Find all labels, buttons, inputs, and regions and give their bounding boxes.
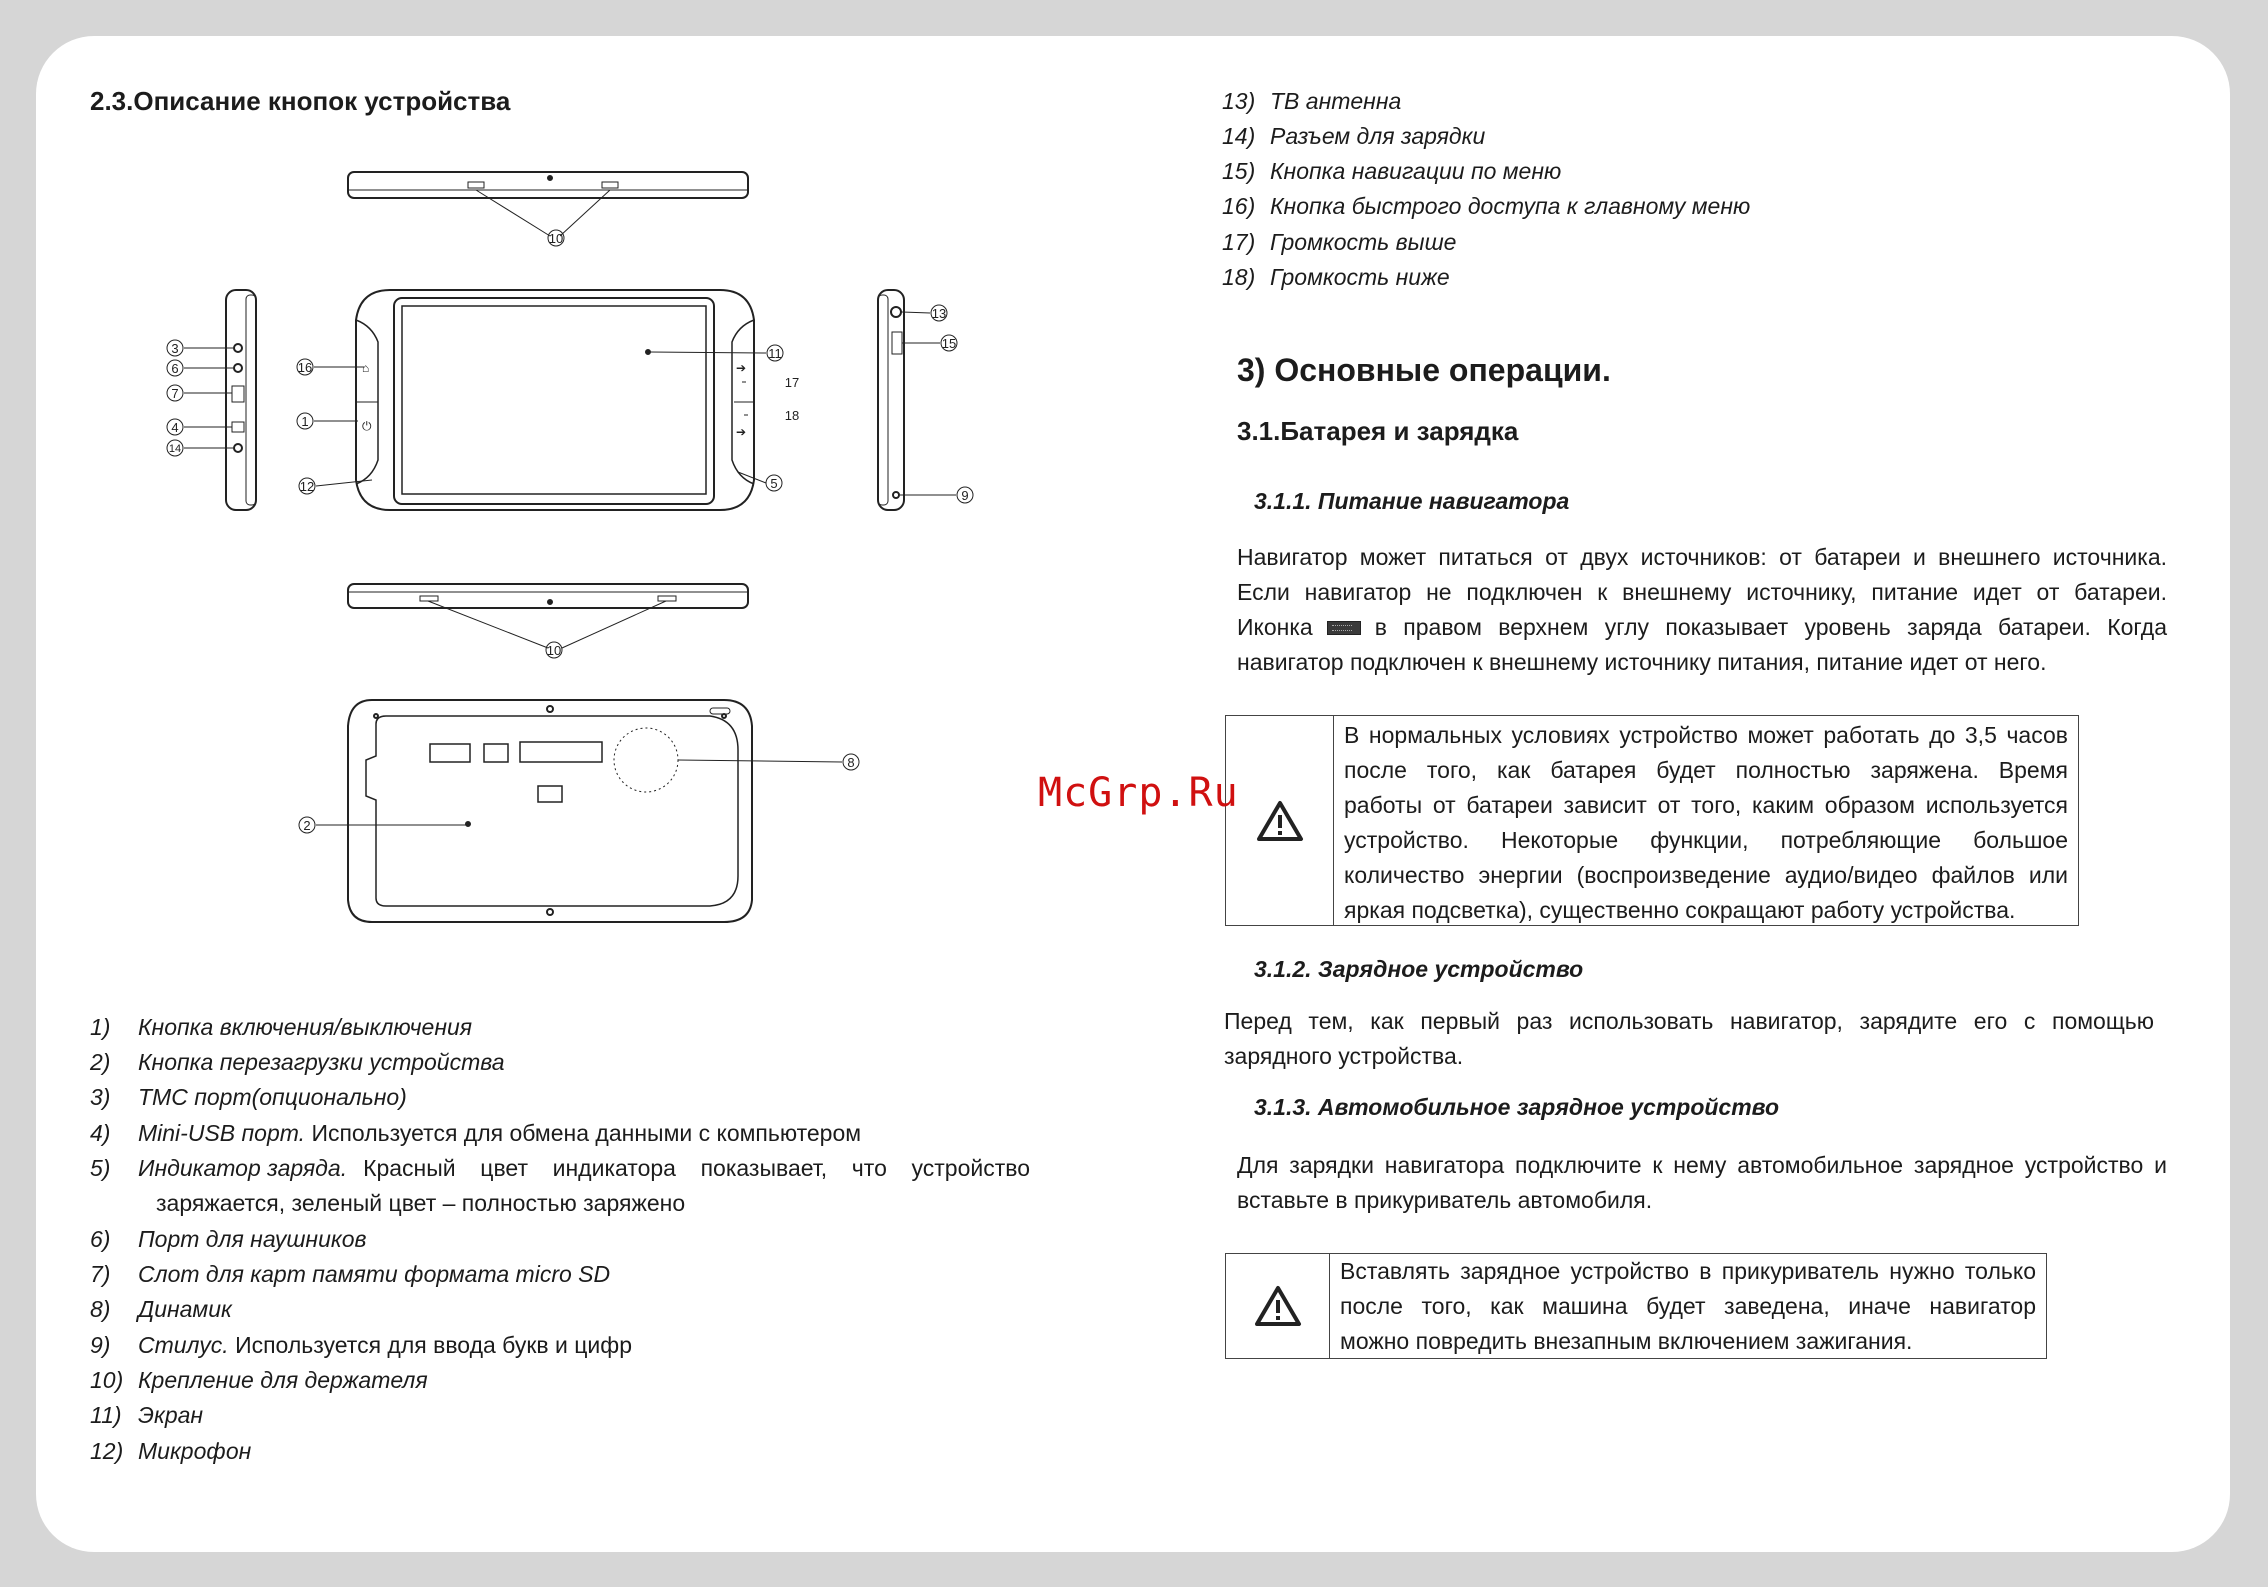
section-title-3: 3) Основные операции. [1237,352,1611,388]
device-diagram [150,160,1000,940]
warning-triangle-icon [1256,799,1304,843]
label-4: 4 [171,420,179,435]
paragraph-car-charger: Для зарядки навигатора подключите к нему автомобильное зарядное устройство и вставьте в прикуриватель автомобиля. [1237,1152,2167,1213]
warning-triangle-icon [1254,1284,1302,1328]
paragraph-power: Навигатор может питаться от двух источников: от батареи и внешнего источника. Если навигатор не подключен к внешнему источнику, питание идет от батареи. Иконка в правом верхнем углу показывает уровень заряда батареи. Когда навигатор подключен к внешнему источнику питания, питание идет от него. [1237,544,2167,675]
section-heading-2-3: 2.3.Описание кнопок устройства [90,86,511,116]
svg-text:➔: ➔ [736,425,747,439]
label-9: 9 [961,488,969,503]
label-18: 18 [784,408,800,423]
svg-text:➔: ➔ [736,361,747,375]
label-15: 15 [941,336,957,351]
warning-cell [1226,716,1334,925]
label-16: 16 [297,360,313,375]
label-12: 12 [299,479,315,494]
label-17: 17 [784,375,800,390]
subsection-title-3-1: 3.1.Батарея и зарядка [1237,416,1519,446]
label-1: 1 [301,414,309,429]
battery-icon [1327,621,1361,635]
subsection-title-3-1-1: 3.1.1. Питание навигатора [1254,488,1570,514]
label-14: 14 [168,443,182,455]
label-13: 13 [931,306,947,321]
warning-text: В нормальных условиях устройство может работать до 3,5 часов после того, как батарея будет полностью заряжена. Время работы от батареи зависит от того, каким образом используется устройство. Некоторые функции, потребляющие большое количество энергии (воспроизведение аудио/видео файлов или яркая подсветка), существенно сокращают работу устройства. [1344,722,2068,923]
warning-box-ignition [1225,1253,2047,1359]
warning-text: Вставлять зарядное устройство в прикуриватель нужно только после того, как машина будет заведена, иначе навигатор можно повредить внезапным включением зажигания. [1340,1258,2036,1354]
label-11: 11 [768,346,782,361]
subsection-title-3-1-2: 3.1.2. Зарядное устройство [1254,956,1584,982]
label-6: 6 [171,361,179,376]
svg-text:⌂: ⌂ [362,361,370,375]
label-5: 5 [770,476,778,491]
label-8: 8 [847,755,855,770]
label-3: 3 [171,341,179,356]
label-10-top: 10 [548,231,564,246]
label-2: 2 [303,818,311,833]
label-10-bottom: 10 [546,643,562,658]
warning-box-battery [1225,715,2079,926]
list-item-continuation: заряжается, зеленый цвет – полностью заряжено [156,1190,686,1216]
label-7: 7 [171,386,179,401]
paragraph-charger: Перед тем, как первый раз использовать навигатор, зарядите его с помощью зарядного устройства. [1224,1008,2154,1069]
watermark: McGrp.Ru [1038,770,1239,816]
svg-text:⏻: ⏻ [362,419,372,433]
subsection-title-3-1-3: 3.1.3. Автомобильное зарядное устройство [1254,1094,1780,1120]
warning-cell [1226,1254,1330,1358]
